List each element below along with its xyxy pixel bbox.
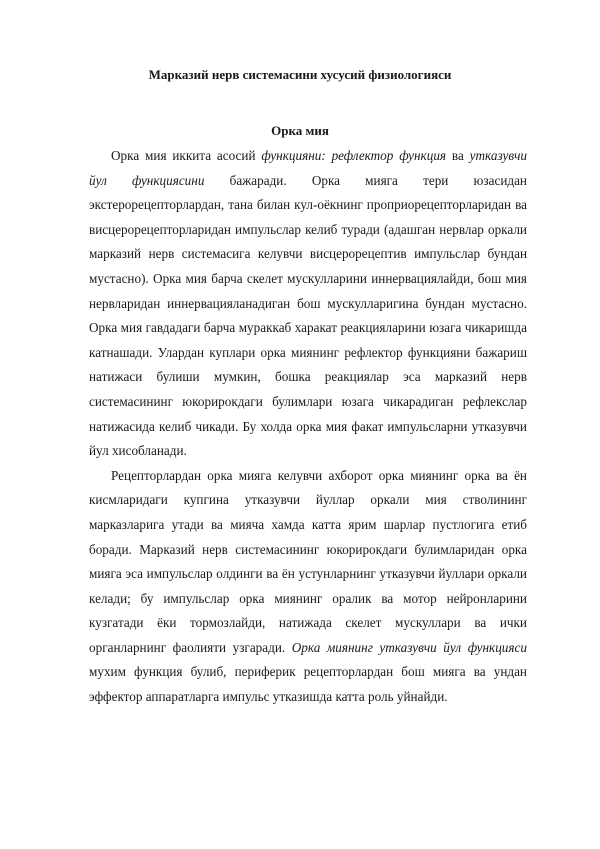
paragraph-2-text-b: мухим функция булиб, периферик рецепторлардан бош мияга ва ундан эффектор аппаратларга импульс утказишда катта роль уйнайди. [89, 664, 527, 705]
paragraph-1-emphasis-reflex-function: функцияни: рефлектор функция [261, 148, 447, 163]
section-heading: Орка мия [271, 123, 329, 138]
document-title: Марказий нерв системасини хусусий физиологияси [148, 67, 452, 82]
paragraph-1-emphasis-conduction-function: утказувчи йул функциясини [89, 148, 527, 188]
paragraph-2-emphasis-conduction-function: Орка миянинг утказувчи йул функцияси [291, 639, 527, 655]
paragraph-1-text-c: бажаради. Орка мияга тери юзасидан экстерорецепторлардан, тана билан кул-оёкнинг проприорецепторларидан ва висцерорецепторларидан импульслар келиб туради (адашган нервлар оркали марказий нерв системасига келувчи висцерорецептив импульслар бундан мустасно). Орка мия барча скелет мускулларини иннервациялайди, бош мия нервларидан иннервацияланадиган бош мускулларигина бундан мустасно. Орка мия гавдадаги барча мураккаб харакат реакцияларини юзага чикаришда катнашади. Улардан куплари орка миянинг рефлектор функцияни бажариш натижаси булиши мумкин, бошка реакциялар эса марказий нерв системасининг юкорирокдаги булимлари юзага чикарадиган рефлекслар натижасида келиб чикади. Бу холда орка мия факат импульсларни утказувчи йул хисобланади. [89, 172, 527, 459]
paragraph-1-text-a: Орка мия иккита асосий [111, 148, 262, 163]
paragraph-1-text-b: ва [446, 148, 470, 163]
paragraph-1 [89, 144, 527, 464]
paragraph-2 [89, 464, 527, 710]
body-text [89, 144, 527, 710]
paragraph-2-text-a: Рецепторлардан орка мияга келувчи ахборот орка миянинг орка ва ён кисмларидаги купгина утказувчи йуллар оркали мия стволининг марказларига утади ва мияча хамда катта ярим шарлар пустлогига етиб боради. Марказий нерв системасининг юкорирокдаги булимларидан орка мияга эса импульслар олдинги ва ён устунларнинг утказувчи йуллари оркали келади; бу импульслар орка миянинг оралик ва мотор нейронларини кузгатади ёки тормозлайди, натижада скелет мускуллари ва ички органларнинг фаолияти узгаради. [89, 467, 527, 655]
